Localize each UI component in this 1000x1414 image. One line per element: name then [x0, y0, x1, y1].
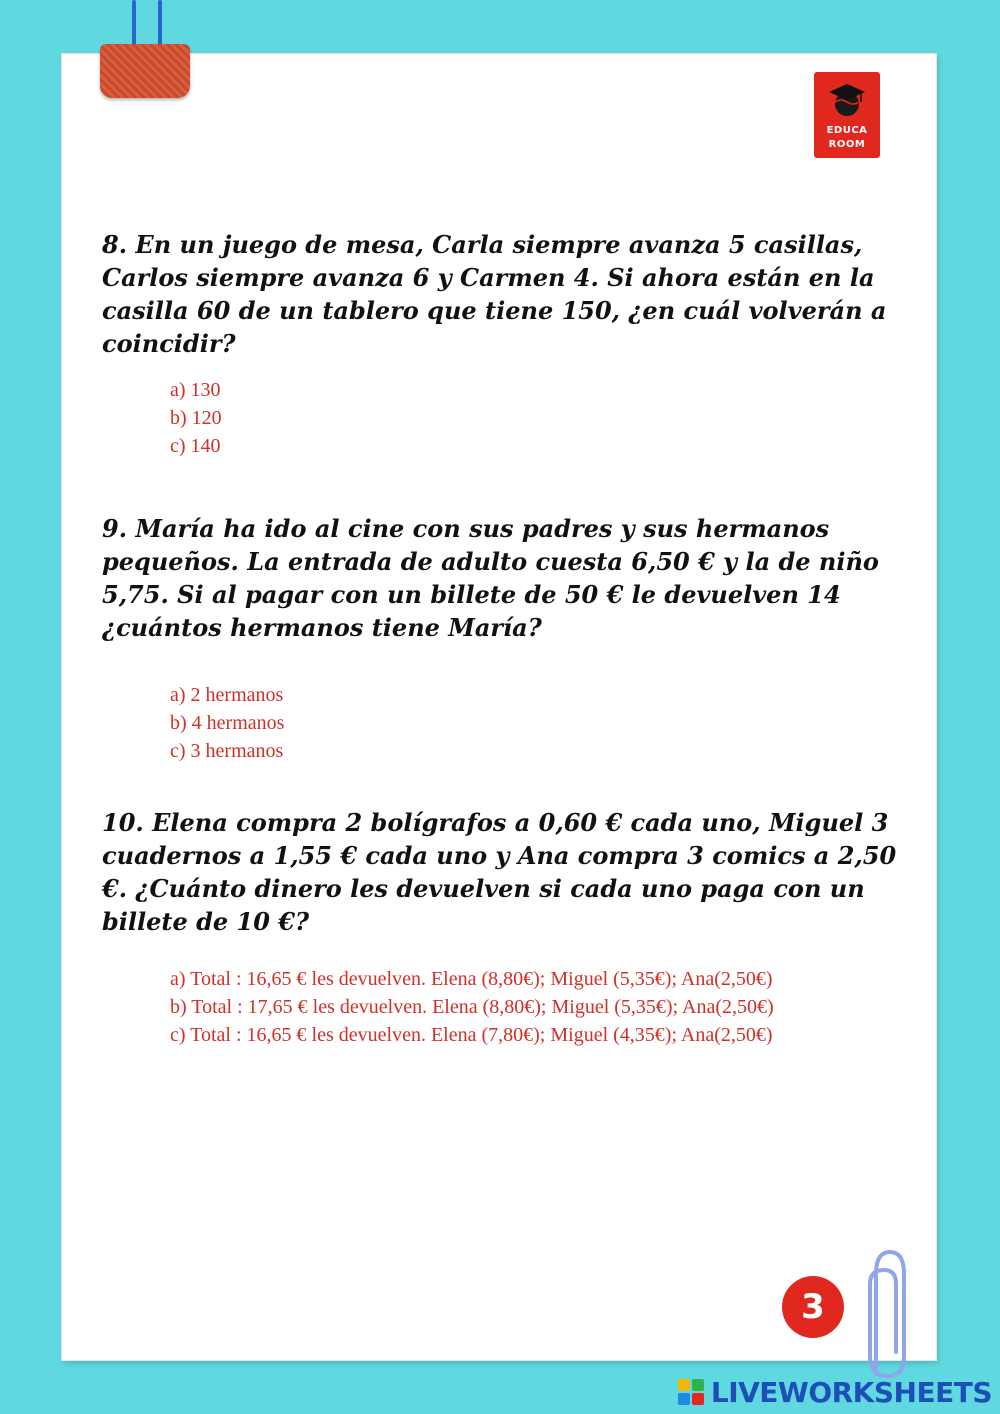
- question-10-options: [170, 965, 774, 1049]
- option-a[interactable]: a) Total : 16,65 € les devuelven. Elena (8,80€); Miguel (5,35€); Ana(2,50€): [170, 968, 773, 990]
- graduation-cap-icon: [827, 80, 867, 120]
- option-c[interactable]: c) 3 hermanos: [170, 740, 284, 762]
- brand-name: LIVEWORKSHEETS: [710, 1375, 992, 1409]
- binder-clip-icon: [100, 44, 190, 98]
- option-c[interactable]: c) Total : 16,65 € les devuelven. Elena (7,80€); Miguel (4,35€); Ana(2,50€): [170, 1024, 773, 1046]
- logo-line-2: ROOM: [828, 139, 866, 150]
- option-a[interactable]: a) 130: [170, 379, 221, 401]
- page-number: 3: [782, 1276, 844, 1338]
- option-a[interactable]: a) 2 hermanos: [170, 684, 284, 706]
- logo-line-1: EDUCA: [826, 125, 868, 136]
- liveworksheets-branding[interactable]: [677, 1374, 992, 1410]
- question-9: 9. María ha ido al cine con sus padres y sus hermanos pequeños. La entrada de adulto cuesta 6,50 € y la de niño 5,75. Si al pagar con un billete de 50 € le devuelven 14 ¿cuántos hermanos tiene María?: [102, 514, 879, 642]
- liveworksheets-logo-icon: [677, 1378, 705, 1406]
- educa-room-logo: [814, 72, 880, 158]
- option-b[interactable]: b) Total : 17,65 € les devuelven. Elena (8,80€); Miguel (5,35€); Ana(2,50€): [170, 996, 774, 1018]
- option-c[interactable]: c) 140: [170, 435, 221, 457]
- question-8: 8. En un juego de mesa, Carla siempre avanza 5 casillas, Carlos siempre avanza 6 y Carmen 4. Si ahora están en la casilla 60 de un tablero que tiene 150, ¿en cuál volverán a coincidir?: [102, 230, 887, 358]
- option-b[interactable]: b) 120: [170, 407, 222, 429]
- question-10: 10. Elena compra 2 bolígrafos a 0,60 € cada uno, Miguel 3 cuadernos a 1,55 € cada uno y Ana compra 3 comics a 2,50 €. ¿Cuánto dinero les devuelven si cada uno paga con un billete de 10 €?: [102, 808, 897, 936]
- question-8-options: [170, 376, 222, 460]
- paperclip-icon: [856, 1244, 912, 1384]
- question-9-options: [170, 681, 284, 765]
- option-b[interactable]: b) 4 hermanos: [170, 712, 285, 734]
